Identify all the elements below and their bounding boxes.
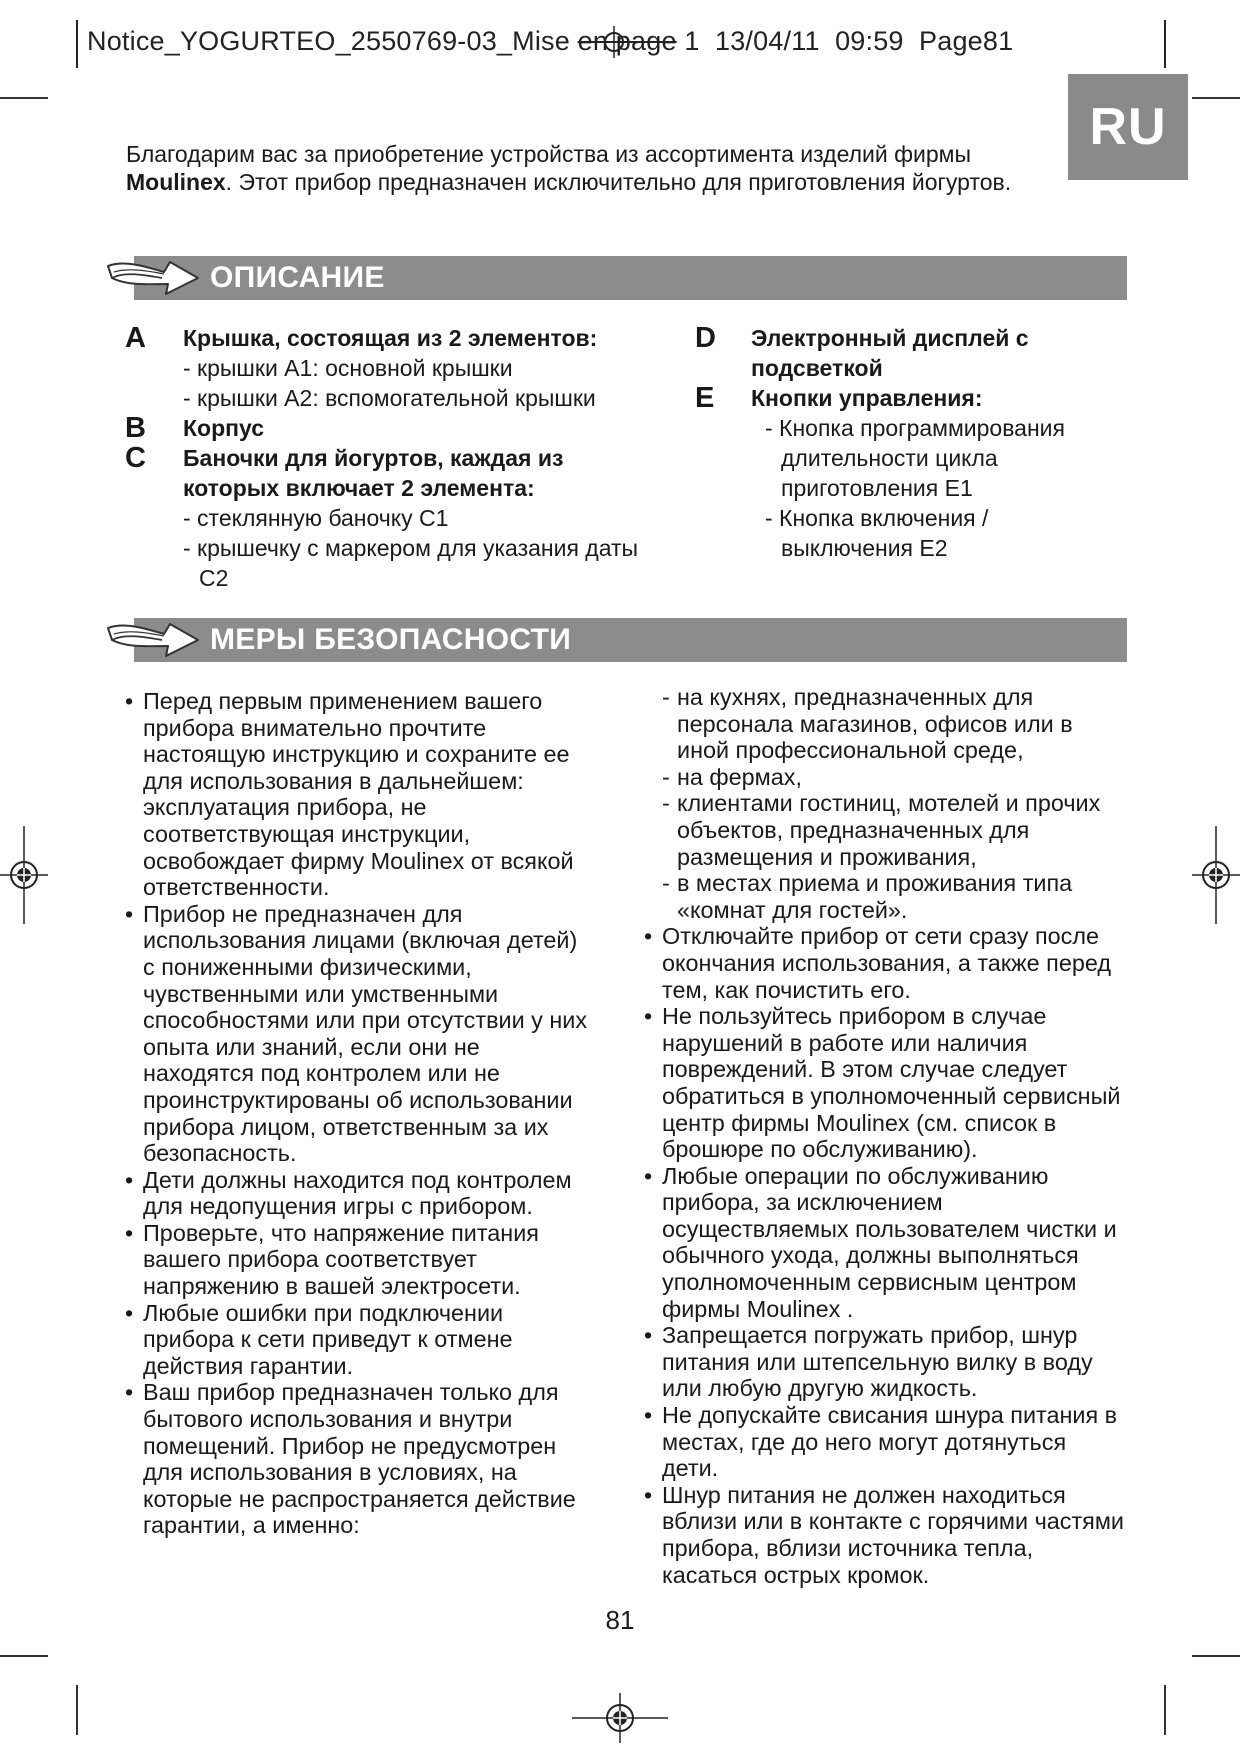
item-letter: A	[125, 322, 146, 354]
description-right-column	[695, 322, 1121, 563]
section-title-safety: МЕРЫ БЕЗОПАСНОСТИ	[210, 623, 572, 656]
registration-mark-icon	[0, 826, 48, 924]
arrow-icon	[104, 252, 204, 302]
safety-left-column	[125, 688, 595, 1539]
safety-bullet: • Проверьте, что напряжение питания вашего прибора соответствует напряжению в вашей электросети.	[125, 1220, 595, 1300]
slug-strike: en page	[577, 26, 677, 56]
safety-bullet: • Не пользуйтесь прибором в случае нарушений в работе или наличия повреждений. В этом случае следует обратиться в уполномоченный сервисный центр фирмы Moulinex (см. список в брошюре по обслуживанию).	[644, 1003, 1124, 1163]
crop-mark	[1192, 1655, 1240, 1657]
description-item-a	[125, 322, 653, 413]
registration-mark-icon	[1192, 826, 1240, 924]
slug-end: 1 13/04/11 09:59 Page81	[676, 26, 1014, 56]
item-letter: E	[695, 382, 715, 414]
item-title: Электронный дисплей с подсветкой	[751, 325, 1029, 381]
crop-mark	[1192, 97, 1240, 99]
safety-bullet: • Прибор не предназначен для использования лицами (включая детей) с пониженными физическими, чувственными или умственными способностями или при отсутствии у них опыта или знаний, если они не находятся под контролем или не проинструктированы об использовании прибора лицом, ответственным за их безопасность.	[125, 901, 595, 1167]
safety-bullet: • Отключайте прибор от сети сразу после окончания использования, а также перед тем, как почистить его.	[644, 923, 1124, 1003]
description-item-b	[125, 412, 653, 444]
item-letter: B	[125, 412, 146, 444]
crop-mark	[1164, 1685, 1166, 1735]
crop-mark	[0, 97, 48, 99]
intro-paragraph	[126, 140, 1066, 196]
slug-start: Notice_YOGURTEO_2550769-03_Mise	[87, 26, 578, 56]
language-tab: RU	[1068, 74, 1188, 180]
intro-text-1: Благодарим вас за приобретение устройства из ассортимента изделий фирмы	[126, 141, 972, 167]
print-slug	[87, 26, 1013, 57]
page-number: 81	[605, 1605, 635, 1635]
slug-rule-right	[1164, 20, 1166, 68]
item-title: Баночки для йогуртов, каждая из которых включает 2 элемента:	[183, 445, 564, 501]
section-title-description: ОПИСАНИЕ	[210, 261, 385, 294]
item-letter: C	[125, 442, 146, 474]
safety-bullet: • Перед первым применением вашего прибора внимательно прочтите настоящую инструкцию и сохраните ее для использования в дальнейшем: эксплуатация прибора, не соответствующая инструкции, освобождает фирму Moulinex от всякой ответственности.	[125, 688, 595, 901]
slug-rule-left	[76, 20, 78, 68]
safety-bullet: • Любые ошибки при подключении прибора к сети приведут к отмене действия гарантии.	[125, 1300, 595, 1380]
item-sub: - Кнопка программирования длительности цикла приготовления E1	[765, 415, 1065, 501]
registration-mark-icon	[598, 26, 630, 58]
description-item-d	[695, 322, 1121, 383]
safety-dash-item: - на кухнях, предназначенных для персонала магазинов, офисов или в иной профессиональной среде,	[662, 684, 1102, 764]
item-title: Кнопки управления:	[751, 385, 983, 411]
crop-mark	[0, 1655, 48, 1657]
safety-dash-item: - клиентами гостиниц, мотелей и прочих объектов, предназначенных для размещения и проживания,	[662, 790, 1102, 870]
safety-bullet: • Запрещается погружать прибор, шнур питания или штепсельную вилку в воду или любую другую жидкость.	[644, 1322, 1124, 1402]
item-letter: D	[695, 322, 716, 354]
safety-bullet: • Не допускайте свисания шнура питания в местах, где до него могут дотянуться дети.	[644, 1402, 1124, 1482]
description-item-e	[695, 382, 1121, 563]
registration-mark-icon	[572, 1693, 668, 1743]
safety-right-column	[644, 684, 1124, 1588]
safety-dash-item: - на фермах,	[662, 764, 1102, 791]
item-title: Крышка, состоящая из 2 элементов:	[183, 325, 598, 351]
description-left-column	[125, 322, 653, 593]
intro-text-2: . Этот прибор предназначен исключительно для приготовления йогуртов.	[225, 169, 1012, 195]
item-sub: - крышки A2: вспомогательной крышки	[183, 385, 596, 411]
safety-bullet: • Дети должны находится под контролем для недопущения игры с прибором.	[125, 1167, 595, 1220]
safety-dash-item: - в местах приема и проживания типа «комнат для гостей».	[662, 870, 1102, 923]
crop-mark	[76, 1685, 78, 1735]
safety-bullet: • Любые операции по обслуживанию прибора, за исключением осуществляемых пользователем чистки и обычного ухода, должны выполняться уполномоченным сервисным центром фирмы Moulinex .	[644, 1163, 1124, 1323]
item-sub: - стеклянную баночку C1	[183, 505, 449, 531]
item-sub: - крышки A1: основной крышки	[183, 355, 513, 381]
safety-bullet: • Шнур питания не должен находиться вблизи или в контакте с горячими частями прибора, вблизи источника тепла, касаться острых кромок.	[644, 1482, 1124, 1588]
description-item-c	[125, 442, 653, 593]
safety-bullet: • Ваш прибор предназначен только для бытового использования и внутри помещений. Прибор не предусмотрен для использования в условиях, на которые не распространяется действие гарантии, а именно:	[125, 1379, 595, 1539]
intro-brand: Moulinex	[126, 169, 226, 195]
item-title: Корпус	[183, 415, 265, 441]
item-sub: - крышечку с маркером для указания даты C2	[183, 535, 639, 591]
arrow-icon	[104, 614, 204, 664]
item-sub: - Кнопка включения /выключения E2	[765, 505, 989, 561]
